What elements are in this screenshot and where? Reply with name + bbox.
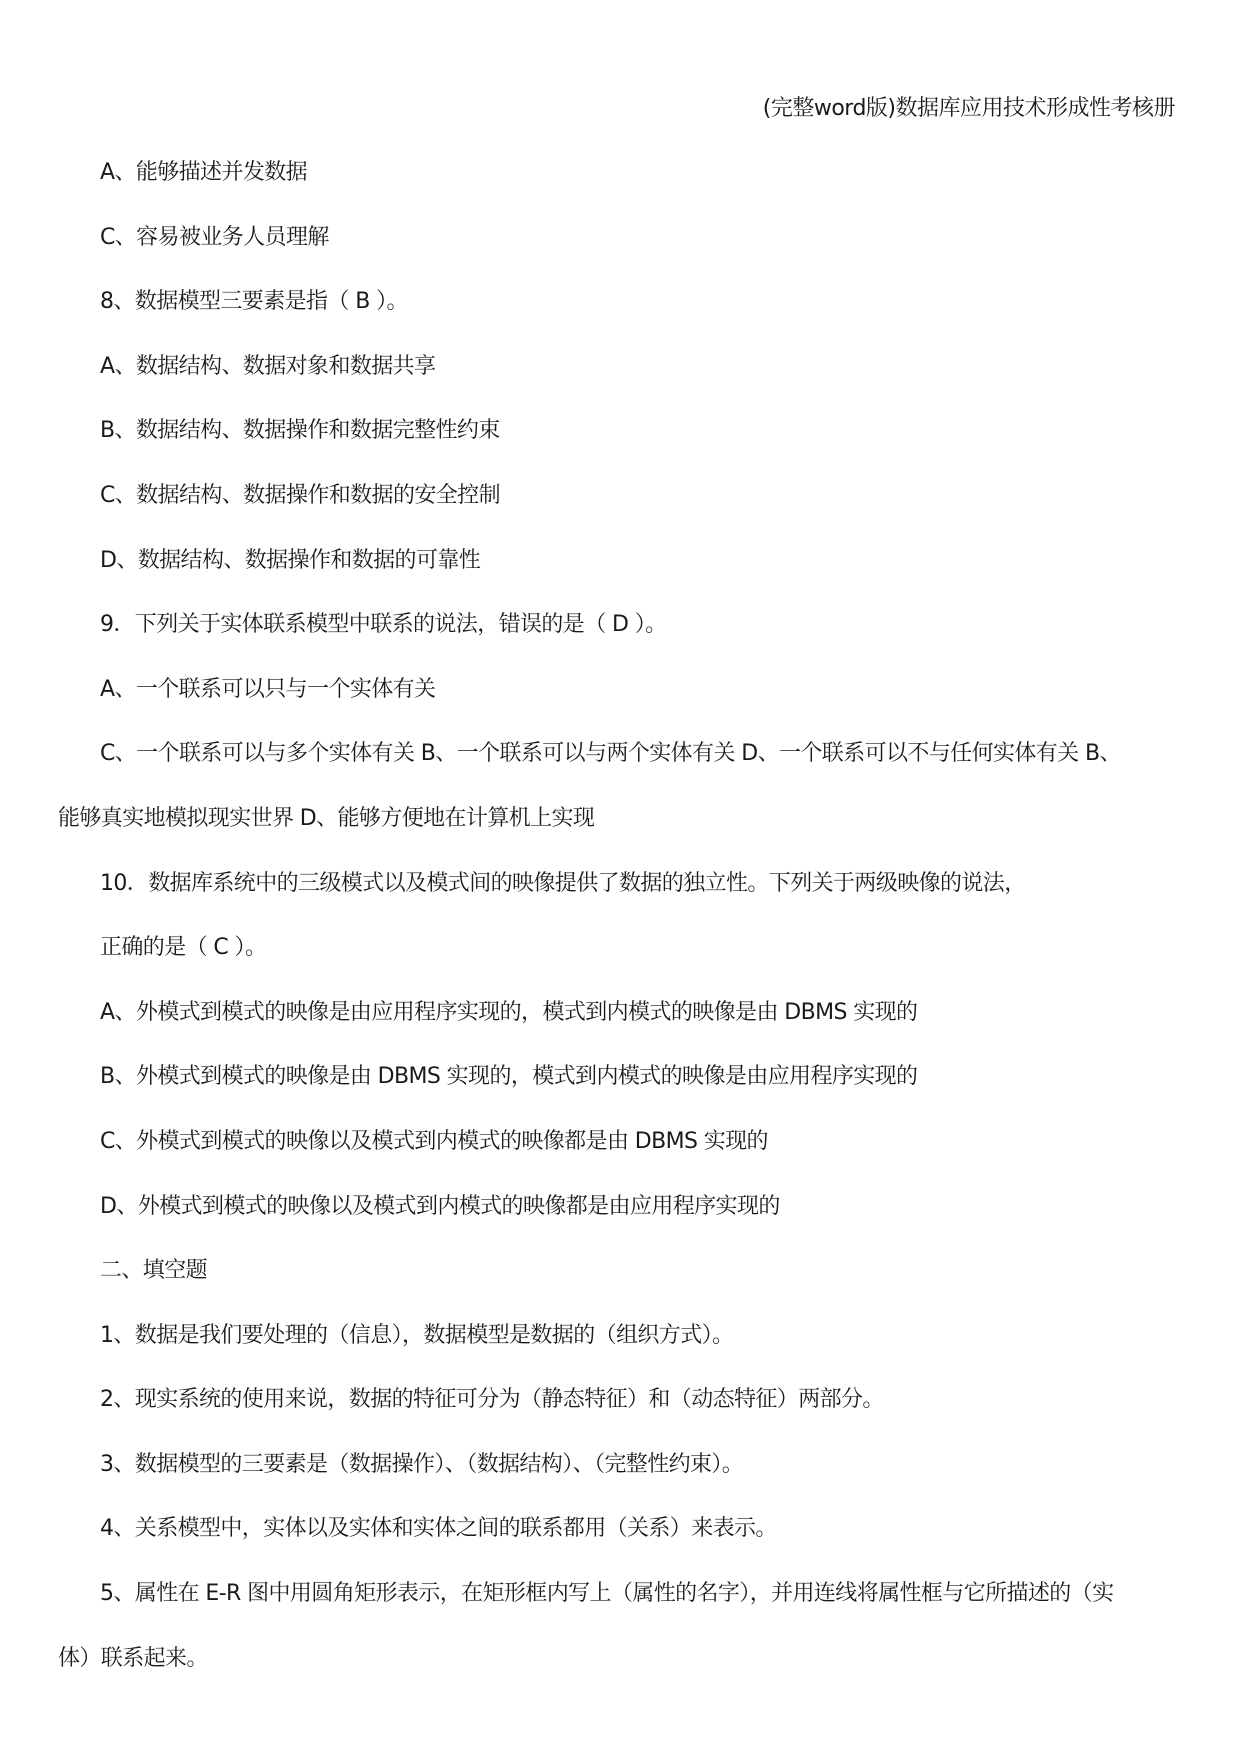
- fill-blank-item-continued: 体）联系起来。: [58, 1645, 208, 1671]
- question-9: 9．下列关于实体联系模型中联系的说法，错误的是（ D ）。: [100, 612, 667, 638]
- option-line: C、外模式到模式的映像以及模式到内模式的映像都是由 DBMS 实现的: [100, 1128, 768, 1154]
- option-line: C、一个联系可以与多个实体有关 B、一个联系可以与两个实体有关 D、一个联系可以不与任何实体有关 B、: [100, 741, 1121, 767]
- fill-blank-item: 1、数据是我们要处理的（信息），数据模型是数据的（组织方式）。: [100, 1322, 734, 1348]
- fill-blank-item: 4、关系模型中，实体以及实体和实体之间的联系都用（关系）来表示。: [100, 1516, 777, 1542]
- option-line: C、数据结构、数据操作和数据的安全控制: [100, 482, 500, 508]
- text-line: A、能够描述并发数据: [100, 160, 308, 185]
- fill-blank-item: 3、数据模型的三要素是（数据操作）、（数据结构）、（完整性约束）。: [100, 1451, 744, 1477]
- question-10: 10．数据库系统中的三级模式以及模式间的映像提供了数据的独立性。下列关于两级映像的说法，: [100, 870, 1026, 896]
- fill-blank-item: 5、属性在 E-R 图中用圆角矩形表示，在矩形框内写上（属性的名字），并用连线将属性框与它所描述的（实: [100, 1581, 1114, 1607]
- option-line: B、外模式到模式的映像是由 DBMS 实现的，模式到内模式的映像是由应用程序实现的: [100, 1064, 918, 1090]
- option-line: B、数据结构、数据操作和数据完整性约束: [100, 418, 500, 444]
- fill-blank-item: 2、现实系统的使用来说，数据的特征可分为（静态特征）和（动态特征）两部分。: [100, 1387, 884, 1413]
- document-body: [58, 141, 1186, 1691]
- section-heading: 二、填空题: [100, 1258, 208, 1284]
- option-line: A、外模式到模式的映像是由应用程序实现的，模式到内模式的映像是由 DBMS 实现的: [100, 999, 918, 1025]
- option-line: D、数据结构、数据操作和数据的可靠性: [100, 547, 481, 573]
- question-10-continued: 正确的是（ C ）。: [100, 935, 267, 961]
- option-line-continued: 能够真实地模拟现实世界 D、能够方便地在计算机上实现: [58, 805, 595, 831]
- text-line: C、容易被业务人员理解: [100, 224, 329, 250]
- question-8: 8、数据模型三要素是指（ B ）。: [100, 289, 408, 315]
- option-line: A、一个联系可以只与一个实体有关: [100, 676, 436, 702]
- option-line: A、数据结构、数据对象和数据共享: [100, 353, 436, 379]
- option-line: D、外模式到模式的映像以及模式到内模式的映像都是由应用程序实现的: [100, 1193, 780, 1219]
- page-header-title: (完整word版)数据库应用技术形成性考核册: [762, 96, 1175, 121]
